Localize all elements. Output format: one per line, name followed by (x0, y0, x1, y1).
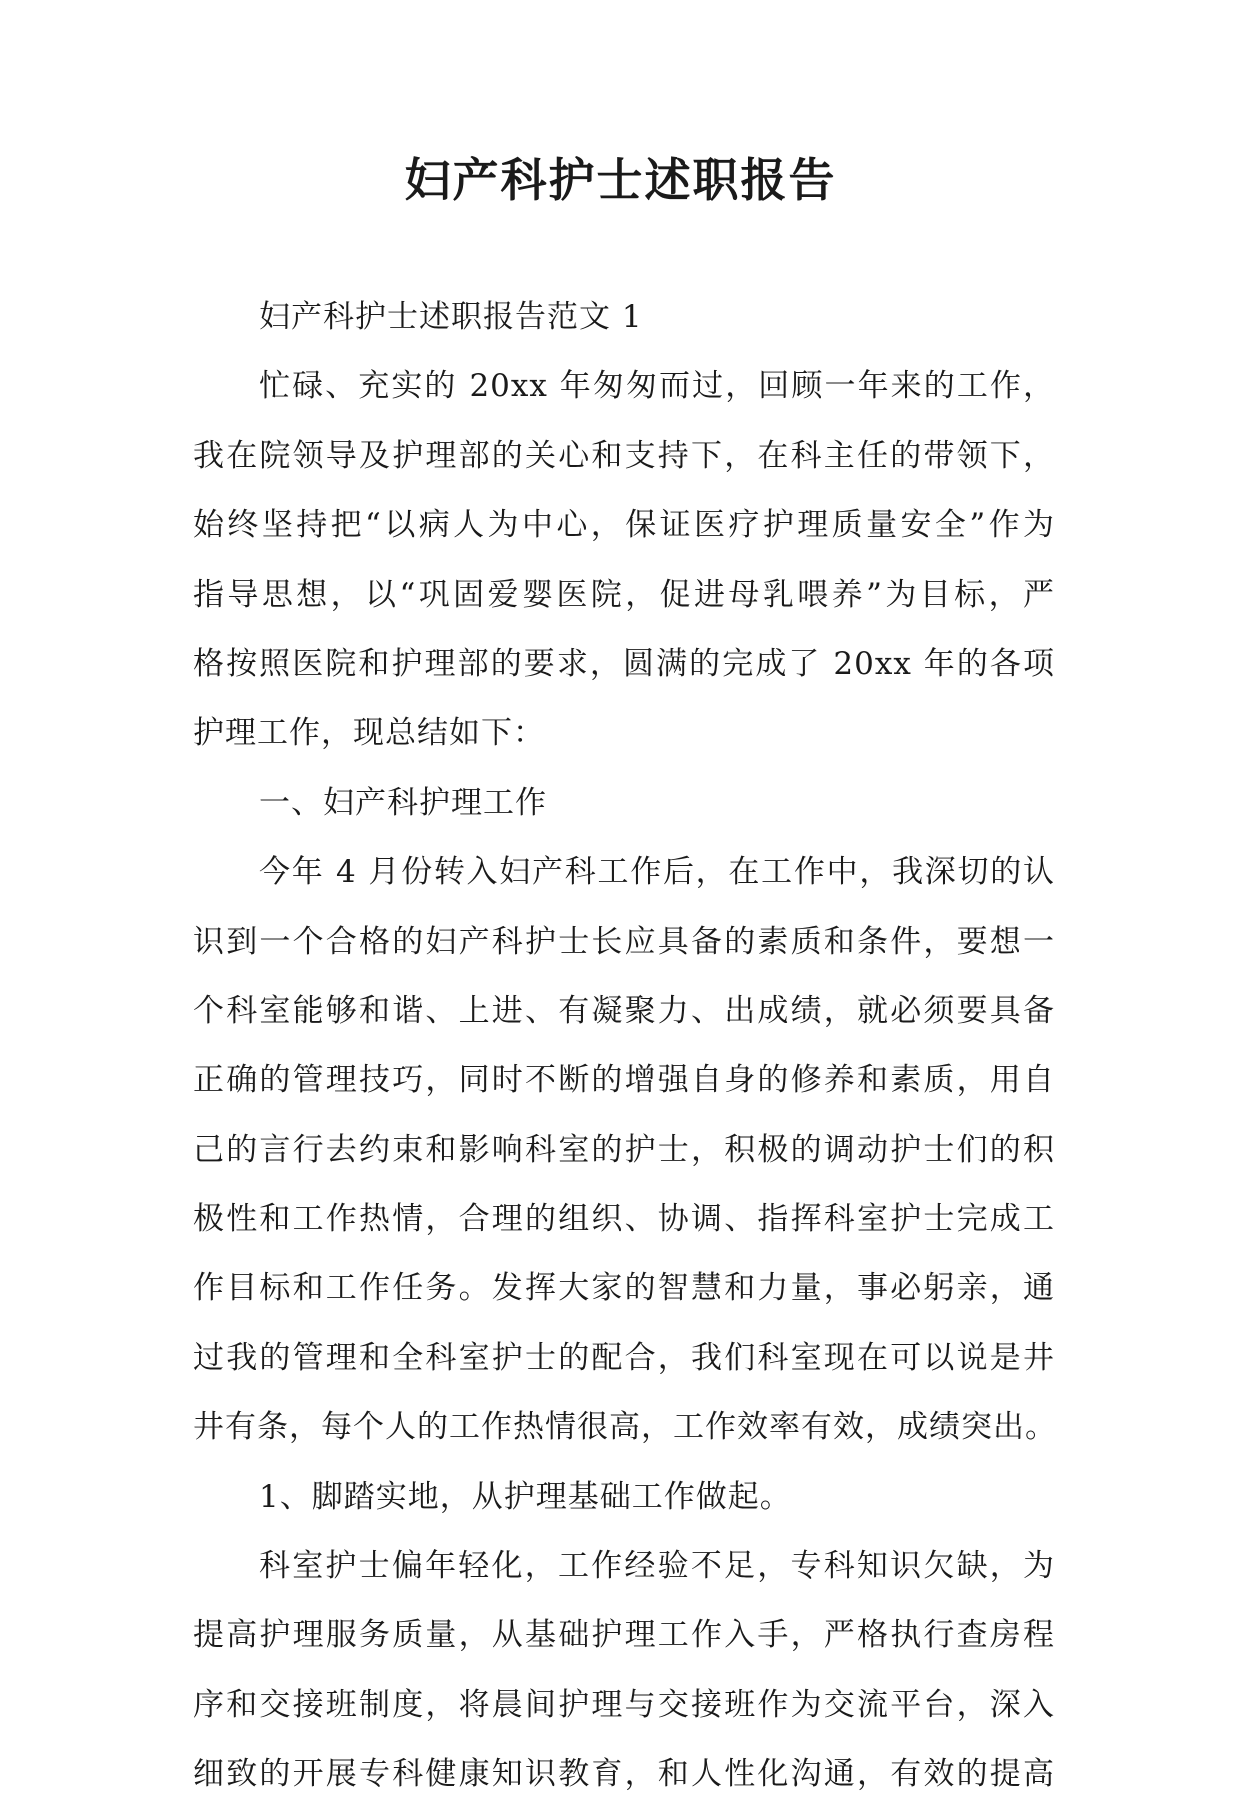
body-text-line: 忙碌、充实的 20xx 年匆匆而过，回顾一年来的工作， (259, 368, 1055, 405)
body-text-line: 指导思想，以“巩固爱婴医院，促进母乳喂养”为目标，严 (193, 576, 1055, 613)
body-text-line: 识到一个合格的妇产科护士长应具备的素质和条件，要想一 (193, 923, 1055, 960)
body-text-line: 格按照医院和护理部的要求，圆满的完成了 20xx 年的各项 (193, 645, 1055, 682)
body-text-line: 提高护理服务质量，从基础护理工作入手，严格执行查房程 (193, 1617, 1055, 1654)
body-text-line: 科室护士偏年轻化，工作经验不足，专科知识欠缺，为 (259, 1548, 1055, 1585)
body-text-line: 护理工作，现总结如下： (193, 715, 545, 752)
body-text-line: 今年 4 月份转入妇产科工作后，在工作中，我深切的认 (259, 854, 1055, 891)
body-text-line: 过我的管理和全科室护士的配合，我们科室现在可以说是井 (193, 1339, 1055, 1376)
body-text-line: 正确的管理技巧，同时不断的增强自身的修养和素质，用自 (193, 1062, 1055, 1099)
body-text-line: 极性和工作热情，合理的组织、协调、指挥科室护士完成工 (193, 1201, 1055, 1238)
body-text-line: 一、妇产科护理工作 (259, 784, 547, 821)
body-text-line: 妇产科护士述职报告范文 1 (259, 299, 643, 335)
body-text-line: 序和交接班制度，将晨间护理与交接班作为交流平台，深入 (193, 1686, 1055, 1723)
body-text-line: 细致的开展专科健康知识教育，和人性化沟通，有效的提高 (193, 1756, 1055, 1793)
body-text-line: 个科室能够和谐、上进、有凝聚力、出成绩，就必须要具备 (193, 992, 1055, 1029)
document-body (193, 283, 1055, 1810)
body-text-line: 井有条，每个人的工作热情很高，工作效率有效，成绩突出。 (193, 1409, 1057, 1446)
body-text-line: 作目标和工作任务。发挥大家的智慧和力量，事必躬亲，通 (193, 1270, 1055, 1307)
body-text-line: 我在院领导及护理部的关心和支持下，在科主任的带领下， (193, 437, 1055, 474)
body-text-line: 始终坚持把“以病人为中心，保证医疗护理质量安全”作为 (193, 507, 1055, 544)
document-title: 妇产科护士述职报告 (404, 153, 837, 207)
body-text-line: 1、脚踏实地，从护理基础工作做起。 (259, 1478, 792, 1515)
body-text-line: 己的言行去约束和影响科室的护士，积极的调动护士们的积 (193, 1131, 1055, 1168)
